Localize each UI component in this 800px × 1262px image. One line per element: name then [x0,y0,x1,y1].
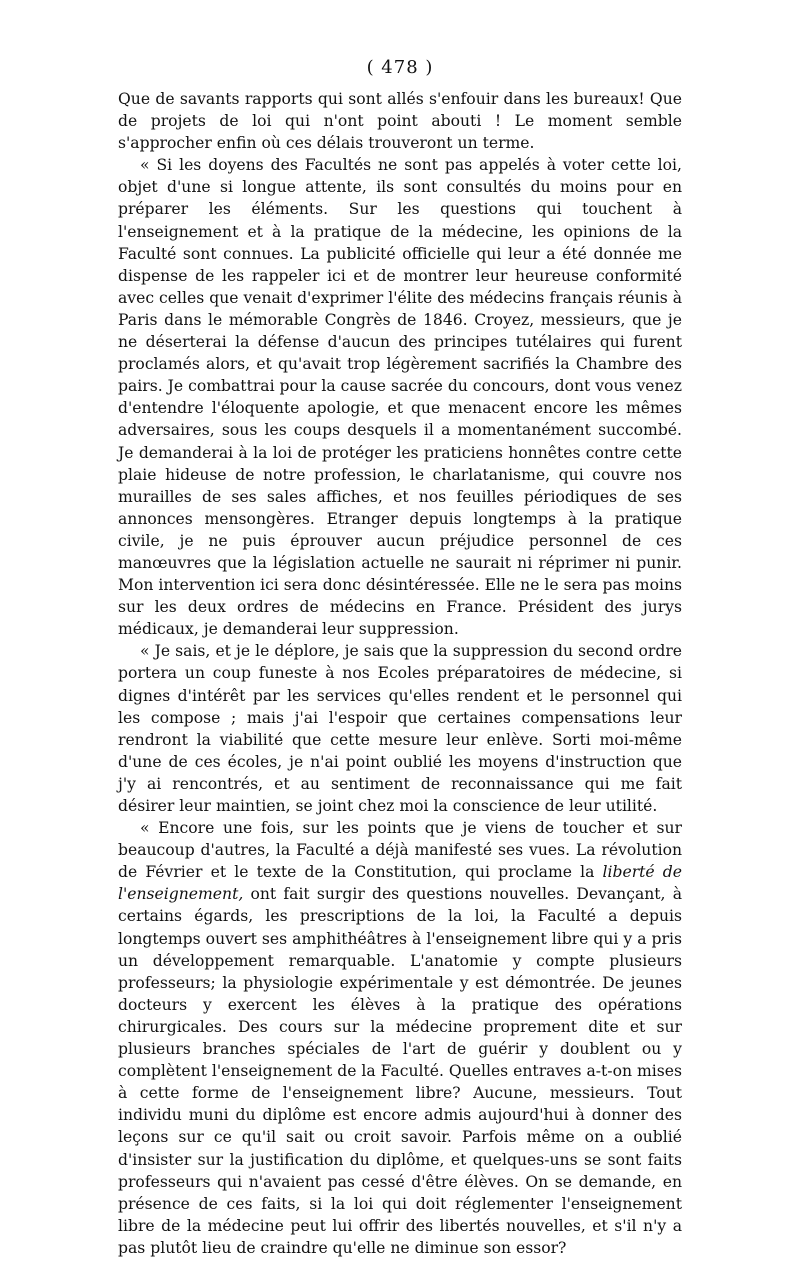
document-page [118,56,682,1259]
paragraph-3: « Je sais, et je le déplore, je sais que la suppression du second ordre portera un coup funeste à nos Ecoles préparatoires de médecine, si dignes d'intérêt par les services qu'elles rendent et le personnel qui les compose ; mais j'ai l'espoir que certaines compensations leur rendront la viabilité que cette mesure leur enlève. Sorti moi-même d'une de ces écoles, je n'ai point oublié les moyens d'instruction que j'y ai rencontrés, et au sentiment de reconnaissance qui me fait désirer leur maintien, se joint chez moi la conscience de leur utilité. [118,642,682,815]
paragraph-2: « Si les doyens des Facultés ne sont pas appelés à voter cette loi, objet d'une si longue attente, ils sont consultés du moins pour en préparer les éléments. Sur les questions qui touchent à l'enseignement et à la pratique de la médecine, les opinions de la Faculté sont connues. La publicité officielle qui leur a été donnée me dispense de les rappeler ici et de montrer leur heureuse conformité avec celles que venait d'exprimer l'élite des médecins français réunis à Paris dans le mémorable Congrès de 1846. Croyez, messieurs, que je ne déserterai la défense d'aucun des principes tutélaires qui furent proclamés alors, et qu'avait trop légèrement sacrifiés la Chambre des pairs. Je combattrai pour la cause sacrée du concours, dont vous venez d'entendre l'éloquente apologie, et que menacent encore les mêmes adversaires, sous les coups desquels il a momentanément succombé. Je demanderai à la loi de protéger les praticiens honnêtes contre cette plaie hideuse de notre profession, le charlatanisme, qui couvre nos murailles de ses sales affiches, et nos feuilles périodiques de ses annonces mensongères. Etranger depuis longtemps à la pratique civile, je ne puis éprouver aucun préjudice personnel de ces manœuvres que la législation actuelle ne saurait ni réprimer ni punir. Mon intervention ici sera donc désintéressée. Elle ne le sera pas moins sur les deux ordres de médecins en France. Président des jurys médicaux, je demanderai leur suppression. [118,156,682,639]
paragraph-4-text-before: « Encore une fois, sur les points que je viens de toucher et sur beaucoup d'autres, la Faculté a déjà manifesté ses vues. La révolution de Février et le texte de la Constitution, qui proclame la [118,819,682,882]
paragraph-1: Que de savants rapports qui sont allés s'enfouir dans les bureaux! Que de projets de loi qui n'ont point abouti ! Le moment semble s'approcher enfin où ces délais trouveront un terme. [118,90,682,153]
paragraph-4-text-after: ont fait surgir des questions nouvelles. Devançant, à certains égards, les prescriptions de la loi, la Faculté a depuis longtemps ouvert ses amphithéâtres à l'enseignement libre qui y a pris un développement remarquable. L'anatomie y compte plusieurs professeurs; la physiologie expérimentale y est démontrée. De jeunes docteurs y exercent les élèves à la pratique des opérations chirurgicales. Des cours sur la médecine proprement dite et sur plusieurs branches spéciales de l'art de guérir y doublent ou y complètent l'enseignement de la Faculté. Quelles entraves a-t-on mises à cette forme de l'enseignement libre? Aucune, messieurs. Tout individu muni du diplôme est encore admis aujourd'hui à donner des leçons sur ce qu'il sait ou croit savoir. Parfois même on a oublié d'insister sur la justification du diplôme, et quelques-uns se sont faits professeurs qui n'avaient pas cessé d'être élèves. On se demande, en présence de ces faits, si la loi qui doit réglementer l'enseignement libre de la médecine peut lui offrir des libertés nouvelles, et s'il n'y a pas plutôt lieu de craindre qu'elle ne diminue son essor? [118,885,682,1257]
paragraph-4 [118,817,682,1259]
page-number: ( 478 ) [366,57,434,78]
paragraph-4-italic-phrase: liberté de l'enseignement, [118,863,682,904]
